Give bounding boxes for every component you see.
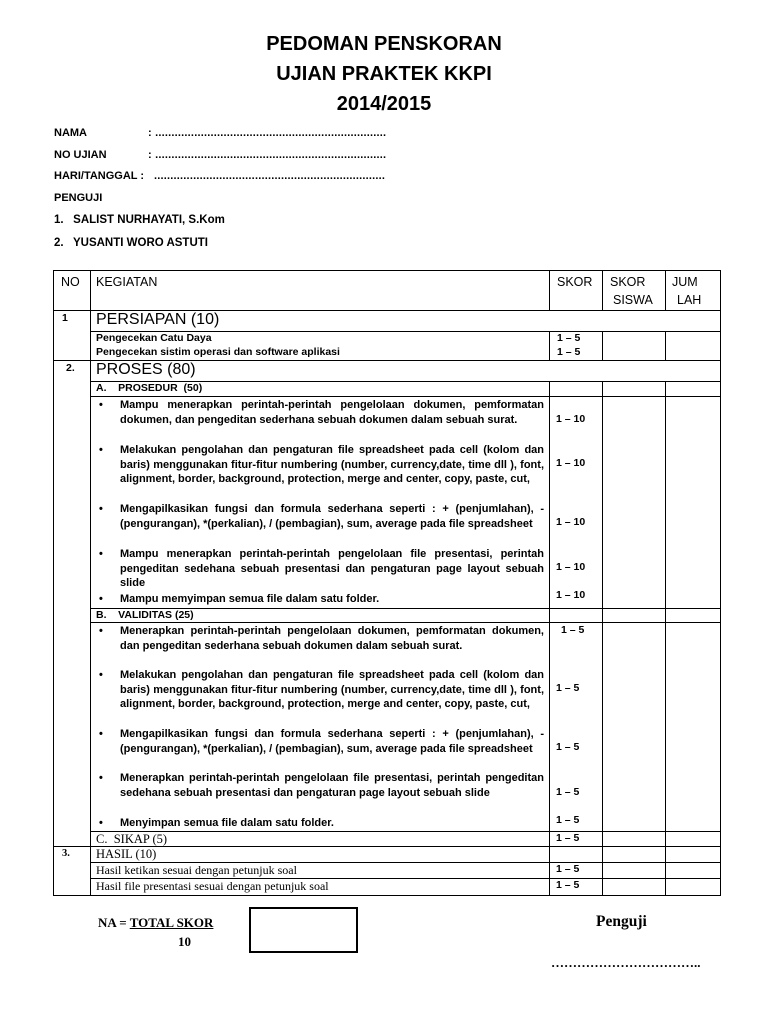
table-border-bottom (53, 895, 721, 896)
list-item: Mengapilkasikan fungsi dan formula sederhana seperti : + (penjumlahan), - (pengurangan), *(perkalian), / (pembagian), sum, average pada file spreadsheet (120, 728, 544, 755)
col-header-kegiatan: KEGIATAN (96, 275, 158, 289)
score-range: 1 – 10 (556, 457, 586, 469)
bullet-icon: • (99, 503, 103, 515)
score-range: 1 – 5 (557, 346, 581, 358)
section-title-hasil: HASIL (10) (96, 847, 157, 861)
score-range: 1 – 10 (556, 413, 586, 425)
score-range: 1 – 5 (561, 624, 585, 636)
bullet-icon: • (99, 669, 103, 681)
section-number: 3. (62, 848, 70, 859)
score-range: 1 – 5 (556, 786, 580, 798)
list-item: Mengapilkasikan fungsi dan formula sederhana seperti : + (penjumlahan), - (pengurangan), *(perkalian), / (pembagian), sum, average pada file spreadsheet (120, 503, 544, 530)
list-item: Pengecekan sistim operasi dan software aplikasi (96, 346, 340, 358)
title-line-2: UJIAN PRAKTEK KKPI (276, 63, 492, 85)
score-range: 1 – 5 (556, 682, 580, 694)
bullet-icon: • (99, 548, 103, 560)
bullet-icon: • (99, 593, 103, 605)
row-line (90, 396, 721, 397)
bullet-icon: • (99, 444, 103, 456)
table-divider-skor-siswa (602, 270, 603, 310)
signature-line: …………………………….. (551, 955, 701, 970)
score-range: 1 – 5 (556, 863, 580, 875)
no-ujian-label: NO UJIAN (54, 149, 107, 161)
score-range: 1 – 10 (556, 589, 586, 601)
bullet-icon: • (99, 728, 103, 740)
hari-tanggal-label: HARI/TANGGAL : (54, 170, 145, 182)
total-skor-label: TOTAL SKOR (129, 915, 214, 930)
subsection-validitas: B. VALIDITAS (25) (96, 609, 194, 621)
table-divider-skor-siswa (602, 331, 603, 360)
list-item: Mampu memyimpan semua file dalam satu folder. (120, 593, 380, 605)
no-ujian-field: : ....................................................................... (148, 149, 387, 161)
nama-label: NAMA (54, 127, 87, 139)
title-line-1: PEDOMAN PENSKORAN (266, 33, 502, 55)
examiner-2: 2. YUSANTI WORO ASTUTI (54, 237, 208, 249)
list-item: Mampu menerapkan perintah-perintah pengelolaan file presentasi, perintah pengeditan sedehana sebuah presentasi dan pengaturan page layout sebuah slide (120, 548, 544, 590)
score-range: 1 – 10 (556, 561, 586, 573)
penguji-label: PENGUJI (54, 192, 103, 204)
col-header-jumlah-2: LAH (677, 293, 702, 307)
col-header-jumlah-1: JUM (672, 275, 698, 289)
col-header-skor-siswa-1: SKOR (610, 275, 646, 289)
col-header-skor: SKOR (557, 275, 593, 289)
list-item: Melakukan pengolahan dan pengaturan file spreadsheet pada cell (kolom dan baris) menggunakan fitur-fitur numbering (number, currency,date, time dll ), font, alignment, border, background, protection, merge and center, copy, paste, cut, (120, 444, 544, 486)
table-border-right (720, 270, 721, 896)
list-item: Menerapkan perintah-perintah pengelolaan file presentasi, perintah pengeditan sedehana sebuah presentasi dan pengaturan page layout sebuah slide (120, 772, 544, 799)
col-header-no: NO (61, 275, 80, 289)
row-line (90, 831, 721, 832)
hari-tanggal-field: ....................................................................... (154, 170, 386, 182)
title-line-3: 2014/2015 (336, 93, 432, 115)
section-number: 1 (62, 312, 68, 324)
col-header-skor-siswa-2: SISWA (613, 293, 653, 307)
table-divider-skor-siswa (602, 381, 603, 896)
list-item: Menerapkan perintah-perintah pengelolaan dokumen, pemformatan dokumen, dan pengeditan sederhana sebuah dokumen dalam sebuah surat. (120, 625, 544, 652)
na-label: NA = (98, 915, 130, 930)
na-formula (98, 915, 213, 931)
bullet-icon: • (99, 625, 103, 637)
score-range: 1 – 5 (556, 741, 580, 753)
list-item: Mampu menerapkan perintah-perintah pengelolaan dokumen, pemformatan dokumen, dan pengeditan sederhana sebuah dokumen dalam sebuah surat. (120, 399, 544, 426)
bullet-icon: • (99, 399, 103, 411)
table-divider-no (90, 270, 91, 896)
section-title-persiapan: PERSIAPAN (10) (96, 311, 220, 328)
list-item: Menyimpan semua file dalam satu folder. (120, 817, 334, 829)
score-range: 1 – 10 (556, 516, 586, 528)
table-divider-jumlah (665, 381, 666, 896)
table-divider-skor (549, 331, 550, 360)
score-range: 1 – 5 (556, 814, 580, 826)
list-item: Pengecekan Catu Daya (96, 332, 212, 344)
table-divider-jumlah (665, 270, 666, 310)
section-number: 2. (66, 362, 75, 374)
score-range: 1 – 5 (556, 832, 580, 844)
bullet-icon: • (99, 772, 103, 784)
section-title-proses: PROSES (80) (96, 361, 196, 378)
list-item: Melakukan pengolahan dan pengaturan file spreadsheet pada cell (kolom dan baris) menggunakan fitur-fitur numbering (number, currency,date, time dll ), font, alignment, border, background, protection, merge and center, copy, paste, cut, (120, 669, 544, 711)
table-divider-jumlah (665, 331, 666, 360)
list-item: Hasil ketikan sesuai dengan petunjuk soal (96, 863, 297, 877)
table-border-left (53, 270, 54, 896)
score-range: 1 – 5 (557, 332, 581, 344)
row-line (90, 622, 721, 623)
table-divider-skor (549, 270, 550, 310)
score-range: 1 – 5 (556, 879, 580, 891)
nama-field: : ....................................................................... (148, 127, 387, 139)
table-border-top (53, 270, 721, 271)
examiner-1: 1. SALIST NURHAYATI, S.Kom (54, 214, 225, 226)
na-divisor: 10 (178, 934, 191, 949)
list-item: Hasil file presentasi sesuai dengan petunjuk soal (96, 879, 329, 893)
na-score-box (249, 907, 358, 953)
penguji-signature-label: Penguji (596, 913, 647, 930)
bullet-icon: • (99, 817, 103, 829)
table-divider-skor (549, 381, 550, 896)
subsection-prosedur: A. PROSEDUR (50) (96, 382, 203, 394)
subsection-sikap: C. SIKAP (5) (96, 832, 168, 846)
